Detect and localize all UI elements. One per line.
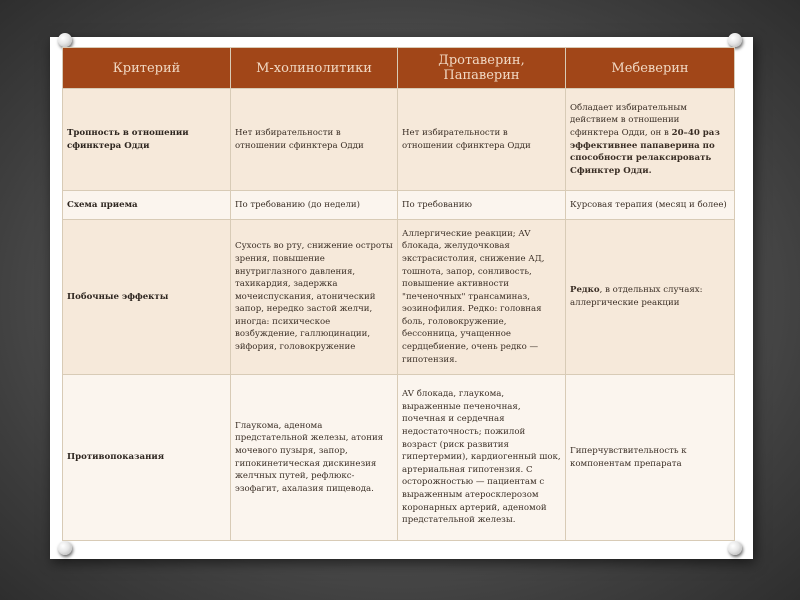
cell-drotaverine: Нет избирательности в отношении сфинктера Одди [398, 89, 566, 191]
header-mebeverine: Мебеверин [566, 48, 735, 89]
cell-drotaverine: По требованию [398, 191, 566, 220]
cell-mebeverine: Гиперчувствительность к компонентам препарата [566, 375, 735, 541]
cell-criterion: Противопоказания [63, 375, 231, 541]
header-criterion: Критерий [63, 48, 231, 89]
cell-criterion: Побочные эффекты [63, 220, 231, 375]
pin-top-left [58, 33, 72, 47]
cell-drotaverine: Аллергические реакции; AV блокада, желудочковая экстрасистолия, снижение АД, тошнота, запор, сонливость, повышение активности "печеночных" трансаминаз, эозинофилия. Редко: головная боль, головокружение, бессонница, учащенное сердцебиение, очень редко — гипотензия. [398, 220, 566, 375]
cell-m-cholinolytics: Нет избирательности в отношении сфинктера Одди [231, 89, 398, 191]
cell-m-cholinolytics: Сухость во рту, снижение остроты зрения, повышение внутриглазного давления, тахикардия, задержка мочеиспускания, атонический запор, нередко застой желчи, иногда: психическое возбуждение, галлюцинации, эйфория, головокружение [231, 220, 398, 375]
cell-m-cholinolytics: По требованию (до недели) [231, 191, 398, 220]
cell-drotaverine: AV блокада, глаукома, выраженные печеночная, почечная и сердечная недостаточность; пожилой возраст (риск развития гипертермии), кардиогенный шок, артериальная гипотензия. С осторожностью — пациентам с выраженным атеросклерозом коронарных артерий, аденомой предстательной железы. [398, 375, 566, 541]
table-row [63, 191, 735, 220]
cell-criterion: Схема приема [63, 191, 231, 220]
pin-bottom-right [728, 541, 742, 555]
table-row [63, 220, 735, 375]
pin-bottom-left [58, 541, 72, 555]
comparison-table [62, 47, 735, 541]
table-row [63, 375, 735, 541]
pin-top-right [728, 33, 742, 47]
cell-mebeverine [566, 220, 735, 375]
cell-m-cholinolytics: Глаукома, аденома предстательной железы, атония мочевого пузыря, запор, гипокинетическая дискинезия желчных путей, рефлюкс-эзофагит, ахалазия пищевода. [231, 375, 398, 541]
mebeverine-bold-text: Редко [570, 285, 600, 296]
header-m-cholinolytics: М-холинолитики [231, 48, 398, 89]
cell-mebeverine: Курсовая терапия (месяц и более) [566, 191, 735, 220]
mebeverine-text: Обладает избирательным действием в отношении сфинктера Одди, он в [570, 102, 687, 138]
header-drotaverine: Дротаверин, Папаверин [398, 48, 566, 89]
cell-mebeverine [566, 89, 735, 191]
table-row [63, 89, 735, 191]
cell-criterion: Тропность в отношении сфинктера Одди [63, 89, 231, 191]
mebeverine-text: , в отдельных случаях: аллергические реакции [570, 285, 703, 308]
mebeverine-bold-text: 20–40 раз эффективнее папаверина по способности релаксировать Сфинктер Одди. [570, 127, 720, 176]
